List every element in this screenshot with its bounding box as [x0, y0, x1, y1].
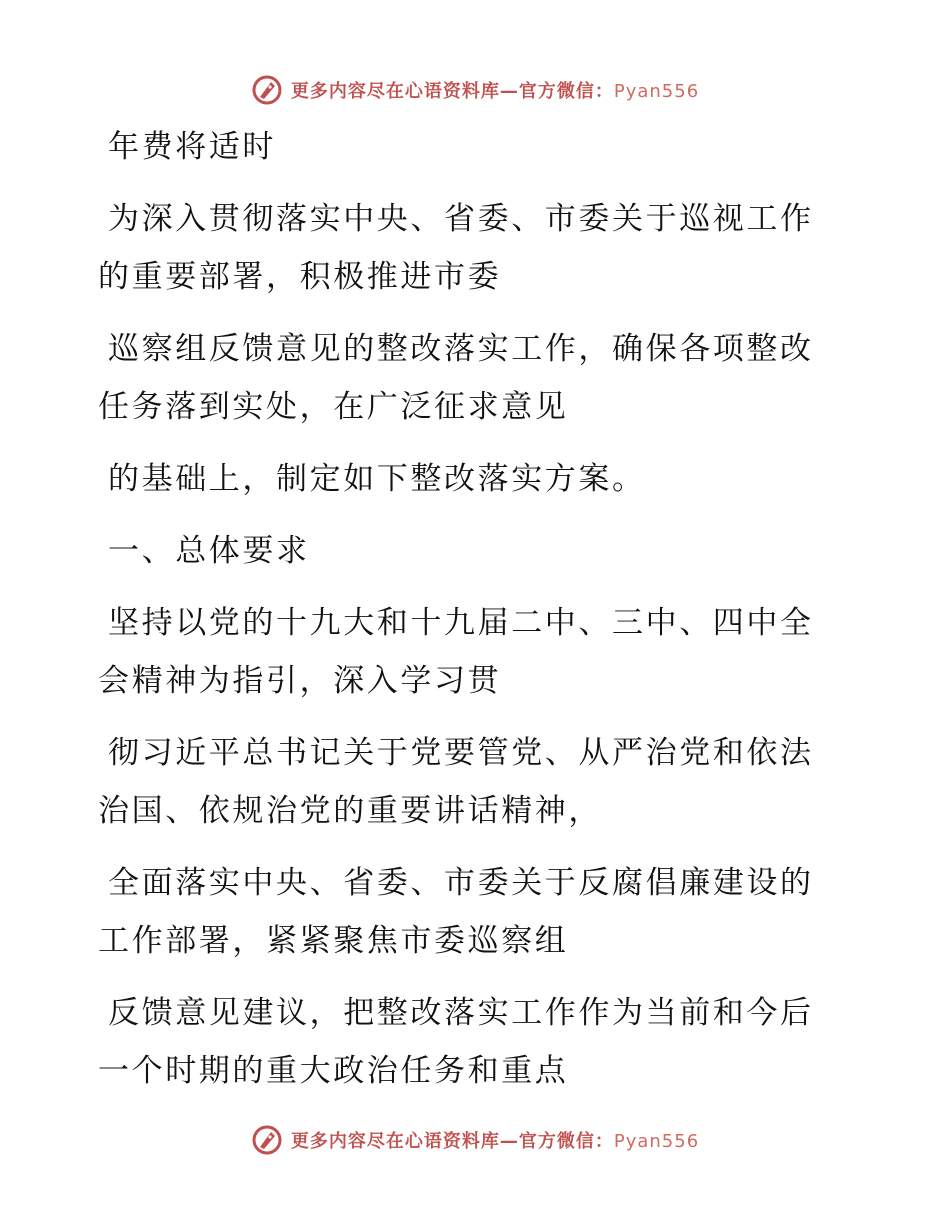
watermark-wechat-id: Pyan556 [613, 81, 700, 102]
watermark-wechat-id: Pyan556 [613, 1131, 700, 1152]
paragraph [98, 724, 858, 840]
text-line: 为深入贯彻落实中央、省委、市委关于巡视工作 [108, 201, 814, 237]
text-line: 年费将适时 [108, 129, 276, 165]
text-line: 巡察组反馈意见的整改落实工作，确保各项整改 [108, 331, 814, 367]
watermark-text [291, 77, 699, 103]
paragraph [98, 594, 858, 710]
header-watermark [0, 70, 950, 110]
watermark-text-cn: 更多内容尽在心语资料库—官方微信： [290, 81, 614, 102]
text-line: 的重要部署，积极推进市委 [98, 259, 502, 295]
watermark-text [291, 1127, 699, 1153]
section-heading [98, 522, 858, 580]
document-body [98, 118, 858, 1114]
paragraph [98, 984, 858, 1100]
paragraph [98, 320, 858, 436]
footer-watermark [0, 1120, 950, 1160]
text-line: 一个时期的重大政治任务和重点 [98, 1053, 569, 1089]
text-line: 会精神为指引，深入学习贯 [98, 663, 502, 699]
watermark-text-cn: 更多内容尽在心语资料库—官方微信： [290, 1131, 614, 1152]
text-line: 的基础上，制定如下整改落实方案。 [108, 461, 646, 497]
text-line: 工作部署，紧紧聚焦市委巡察组 [98, 923, 569, 959]
pen-nib-logo-icon [251, 74, 283, 106]
paragraph [98, 854, 858, 970]
text-line: 任务落到实处，在广泛征求意见 [98, 389, 569, 425]
paragraph [98, 118, 858, 176]
text-line: 彻习近平总书记关于党要管党、从严治党和依法 [108, 735, 814, 771]
text-line: 坚持以党的十九大和十九届二中、三中、四中全 [108, 605, 814, 641]
text-line: 一、总体要求 [108, 533, 310, 569]
text-line: 全面落实中央、省委、市委关于反腐倡廉建设的 [108, 865, 814, 901]
paragraph [98, 450, 858, 508]
pen-nib-logo-icon [251, 1124, 283, 1156]
text-line: 反馈意见建议，把整改落实工作作为当前和今后 [108, 995, 814, 1031]
text-line: 治国、依规治党的重要讲话精神， [98, 793, 602, 829]
paragraph [98, 190, 858, 306]
